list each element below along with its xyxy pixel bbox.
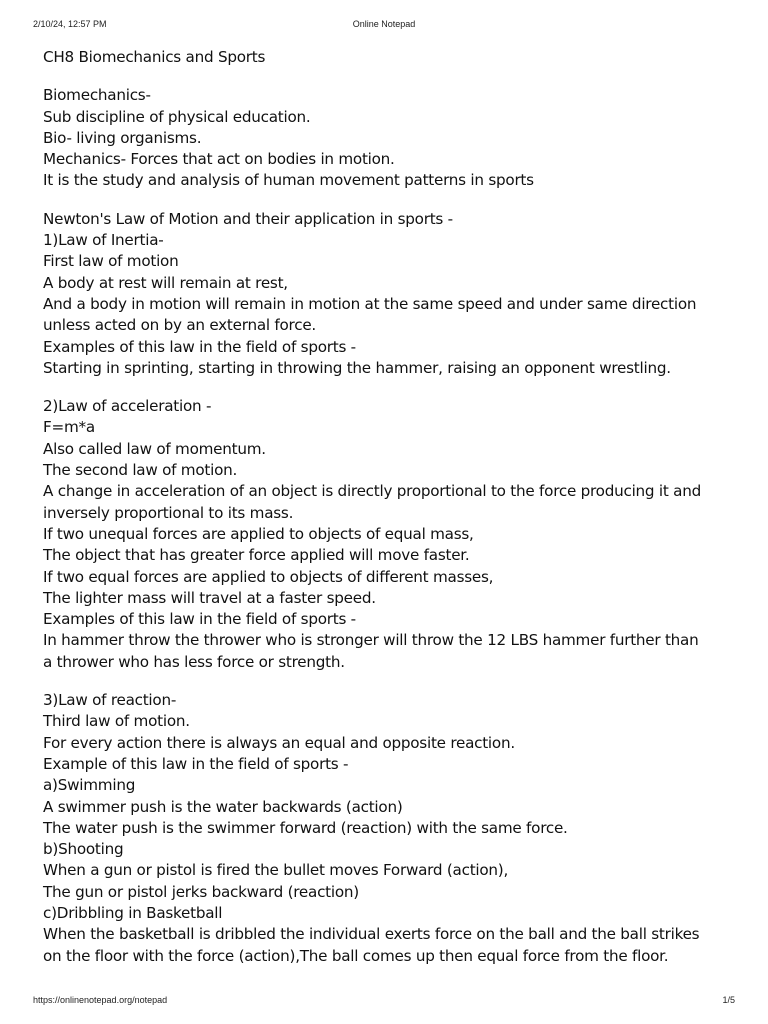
note-line: Bio- living organisms. xyxy=(43,128,202,147)
print-page-title: Online Notepad xyxy=(352,19,416,29)
note-line: Starting in sprinting, starting in throwing the hammer, raising an opponent wrestling. xyxy=(43,358,671,377)
print-footer xyxy=(33,993,735,1007)
note-line: A change in acceleration of an object is directly proportional to the force producing it and xyxy=(43,482,701,501)
note-line: And a body in motion will remain in motion at the same speed and under same direction xyxy=(43,294,697,313)
note-line: The lighter mass will travel at a faster speed. xyxy=(43,588,376,607)
print-url: https://onlinenotepad.org/notepad xyxy=(33,995,168,1005)
note-line: 3)Law of reaction- xyxy=(43,691,177,710)
note-line: 2)Law of acceleration - xyxy=(43,397,212,416)
paragraph-gap xyxy=(43,192,733,209)
note-line: b)Shooting xyxy=(43,840,124,859)
note-line: The water push is the swimmer forward (reaction) with the same force. xyxy=(43,818,568,837)
note-line: Examples of this law in the field of sports - xyxy=(43,337,356,356)
note-line: In hammer throw the thrower who is stronger will throw the 12 LBS hammer further than xyxy=(43,631,699,650)
note-line: 1)Law of Inertia- xyxy=(43,231,164,250)
section-intro xyxy=(43,85,733,191)
note-line: Third law of motion. xyxy=(43,712,190,731)
print-page-number: 1/5 xyxy=(722,995,735,1005)
paragraph-gap xyxy=(43,68,733,85)
section-law-of-inertia xyxy=(43,209,733,379)
note-line: Biomechanics- xyxy=(43,86,151,105)
note-line: on the floor with the force (action),The ball comes up then equal force from the floor. xyxy=(43,946,669,965)
note-line: a thrower who has less force or strength. xyxy=(43,652,345,671)
note-line: When the basketball is dribbled the individual exerts force on the ball and the ball strikes xyxy=(43,925,700,944)
section-law-of-acceleration xyxy=(43,396,733,673)
print-header xyxy=(33,17,735,31)
note-line: The second law of motion. xyxy=(43,461,238,480)
note-line: First law of motion xyxy=(43,252,179,271)
paragraph-gap xyxy=(43,379,733,396)
note-line: Example of this law in the field of sports - xyxy=(43,754,349,773)
note-line: Also called law of momentum. xyxy=(43,439,266,458)
section-law-of-reaction xyxy=(43,690,733,967)
note-line: Mechanics- Forces that act on bodies in motion. xyxy=(43,150,395,169)
note-line: If two equal forces are applied to objects of different masses, xyxy=(43,567,494,586)
note-line: If two unequal forces are applied to objects of equal mass, xyxy=(43,524,474,543)
note-line: unless acted on by an external force. xyxy=(43,316,316,335)
print-datetime: 2/10/24, 12:57 PM xyxy=(33,19,107,29)
note-line: Sub discipline of physical education. xyxy=(43,107,311,126)
note-body xyxy=(43,47,733,967)
note-line: For every action there is always an equal and opposite reaction. xyxy=(43,733,515,752)
note-line: The gun or pistol jerks backward (reaction) xyxy=(43,882,359,901)
note-line: c)Dribbling in Basketball xyxy=(43,903,223,922)
note-line: Examples of this law in the field of sports - xyxy=(43,610,356,629)
note-line: The object that has greater force applied will move faster. xyxy=(43,546,470,565)
note-line: A body at rest will remain at rest, xyxy=(43,273,288,292)
note-line: Newton's Law of Motion and their application in sports - xyxy=(43,209,453,228)
note-line: It is the study and analysis of human movement patterns in sports xyxy=(43,171,534,190)
note-title: CH8 Biomechanics and Sports xyxy=(43,48,266,66)
note-line: a)Swimming xyxy=(43,776,136,795)
note-line: A swimmer push is the water backwards (action) xyxy=(43,797,403,816)
note-line: When a gun or pistol is fired the bullet moves Forward (action), xyxy=(43,861,509,880)
note-line: inversely proportional to its mass. xyxy=(43,503,294,522)
paragraph-gap xyxy=(43,673,733,690)
note-line: F=m*a xyxy=(43,418,95,437)
